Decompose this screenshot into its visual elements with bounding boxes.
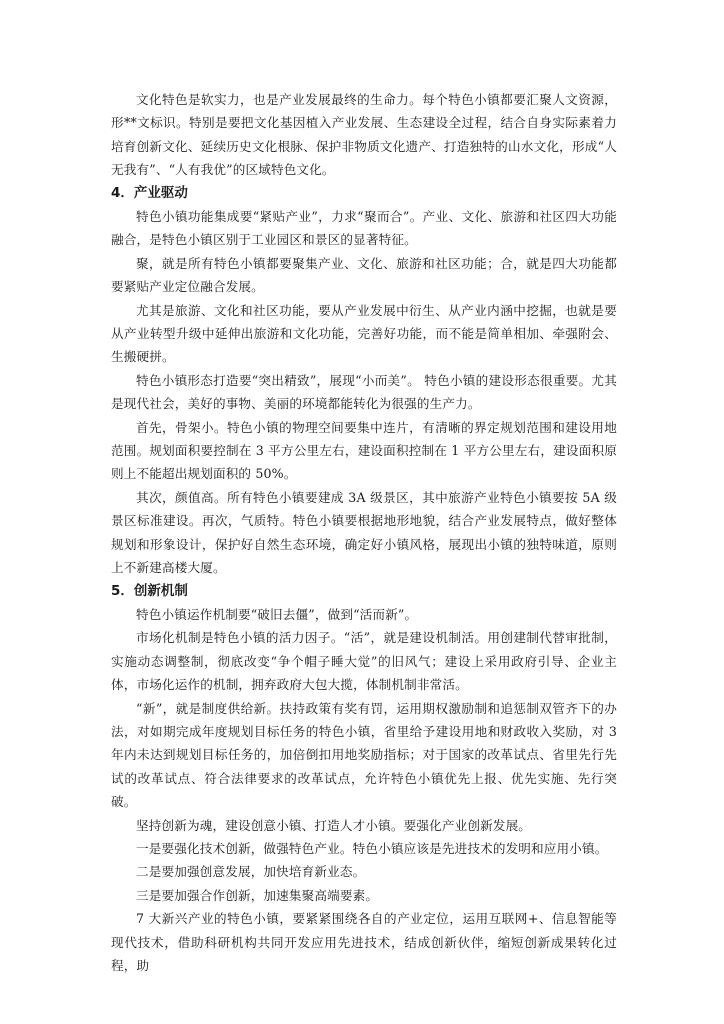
body-paragraph: 特色小镇功能集成要“紧贴产业”，力求“聚而合”。产业、文化、旅游和社区四大功能融合，是特色小镇区别于工业园区和景区的显著特征。 <box>111 209 617 248</box>
body-paragraph: 尤其是旅游、文化和社区功能，要从产业发展中衍生、从产业内涵中挖掘，也就是要从产业转型升级中延伸出旅游和文化功能，完善好功能，而不能是简单相加、牵强附会、生搬硬拼。 <box>111 302 617 365</box>
body-paragraph: 一是要强化技术创新，做强特色产业。特色小镇应该是先进技术的发明和应用小镇。 <box>136 840 608 856</box>
body-paragraph: 7 大新兴产业的特色小镇，要紧紧围绕各自的产业定位，运用互联网+、信息智能等现代技术，借助科研机构共同开发应用先进技术，结成创新伙伴，缩短创新成果转化过程，助 <box>111 911 617 973</box>
body-paragraph: 二是要加强创意发展，加快培育新业态。 <box>136 864 366 880</box>
body-paragraph: 聚，就是所有特色小镇都要聚集产业、文化、旅游和社区功能；合，就是四大功能都要紧贴产业定位融合发展。 <box>111 255 617 295</box>
section-heading: 5．创新机制 <box>111 582 188 599</box>
body-paragraph: 坚持创新为魂，建设创意小镇、打造人才小镇。要强化产业创新发展。 <box>136 817 532 833</box>
body-paragraph: 三是要加强合作创新，加速集聚高端要素。 <box>136 887 379 903</box>
body-paragraph: 特色小镇形态打造要“突出精致”，展现“小而美”。 特色小镇的建设形态很重要。尤其是现代社会，美好的事物、美丽的环境都能转化为很强的生产力。 <box>111 372 617 412</box>
body-paragraph: “新”，就是制度供给新。扶持政策有奖有罚，运用期权激励制和追惩制双管齐下的办法，对如期完成年度规划目标任务的特色小镇，省里给予建设用地和财政收入奖励，对 3 年内未达到规划目标任务的，加倍倒扣用地奖励指标；对于国家的改革试点、省里先行先试的改革试点、符合法律要求的改革试点，允许特色小镇优先上报、优先实施、先行突破。 <box>111 700 617 810</box>
document-body <box>111 88 617 977</box>
body-paragraph: 特色小镇运作机制要“破旧去僵”，做到“活而新”。 <box>136 606 418 622</box>
body-paragraph: 文化特色是软实力，也是产业发展最终的生命力。每个特色小镇都要汇聚人文资源，形**文标识。特别是要把文化基因植入产业发展、生态建设全过程，结合自身实际素着力培育创新文化、延续历史文化根脉、保护非物质文化遗产、打造独特的山水文化，形成“人无我有”、“人有我优”的区域特色文化。 <box>111 92 617 178</box>
section-heading: 4．产业驱动 <box>111 184 188 201</box>
body-paragraph: 首先，骨架小。特色小镇的物理空间要集中连片，有清晰的界定规划范围和建设用地范围。规划面积要控制在 3 平方公里左右，建设面积控制在 1 平方公里左右，建设面积原则上不能超出规划面积的 50%。 <box>111 419 617 482</box>
body-paragraph: 其次，颜值高。所有特色小镇要建成 3A 级景区，其中旅游产业特色小镇要按 5A 级景区标准建设。再次，气质特。特色小镇要根据地形地貌，结合产业发展特点，做好整体规划和形象设计，保护好自然生态环境，确定好小镇风格，展现出小镇的独特味道，原则上不新建高楼大厦。 <box>111 489 617 576</box>
body-paragraph: 市场化机制是特色小镇的活力因子。“活”，就是建设机制活。用创建制代替审批制，实施动态调整制，彻底改变“争个帽子睡大觉”的旧风气；建设上采用政府引导、企业主体，市场化运作的机制，拥弃政府大包大揽，体制机制非常活。 <box>111 630 617 693</box>
